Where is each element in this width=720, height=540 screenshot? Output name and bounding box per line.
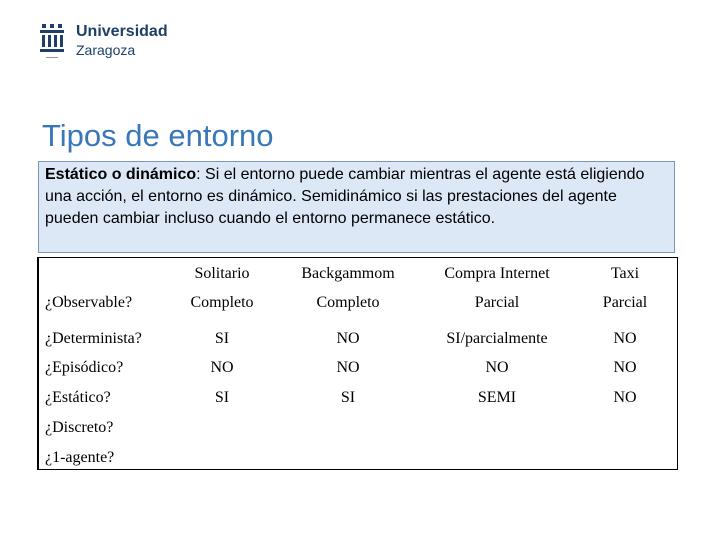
university-logo: [38, 22, 178, 66]
slide-title: Tipos de entorno: [42, 118, 274, 153]
definition-text: : Si el entorno puede cambiar mientras el agente está eligiendo una acción, el entorno es dinámico. Semidinámico si las prestaciones del agente pueden cambiar incluso cuando el entorno permanece estático.: [45, 166, 645, 227]
table-cell: NO: [613, 359, 637, 376]
column-header-taxi: Taxi: [610, 265, 640, 282]
column-header-compra-internet: Compra Internet: [444, 265, 550, 282]
logo-university-name: Universidad: [76, 23, 168, 40]
definition-box: [38, 161, 675, 253]
row-label-observable: ¿Observable?: [45, 294, 133, 311]
row-label-episodico: ¿Episódico?: [45, 359, 124, 376]
definition-term: Estático o dinámico: [45, 166, 197, 183]
table-cell: NO: [613, 389, 637, 406]
table-cell: NO: [613, 330, 637, 347]
table-cell: NO: [336, 359, 360, 376]
table-cell: SI: [214, 389, 230, 406]
column-header-backgammom: Backgammom: [301, 265, 395, 282]
table-cell: NO: [336, 330, 360, 347]
table-cell: Parcial: [602, 294, 648, 311]
row-label-discreto: ¿Discreto?: [45, 419, 114, 436]
university-crest-icon: [38, 22, 70, 62]
table-cell: NO: [485, 359, 509, 376]
column-header-solitario: Solitario: [194, 265, 250, 282]
table-cell: NO: [210, 359, 234, 376]
row-label-1-agente: ¿1-agente?: [45, 449, 115, 466]
table-cell: SEMI: [477, 389, 517, 406]
table-cell: Completo: [316, 294, 380, 311]
table-cell: Parcial: [474, 294, 520, 311]
table-cell: SI: [214, 330, 230, 347]
table-cell: SI: [340, 389, 356, 406]
row-label-determinista: ¿Determinista?: [45, 330, 142, 347]
table-cell: Completo: [190, 294, 254, 311]
table-cell: SI/parcialmente: [446, 330, 548, 347]
logo-city-name: Zaragoza: [76, 42, 136, 58]
row-label-estatico: ¿Estático?: [45, 389, 111, 406]
